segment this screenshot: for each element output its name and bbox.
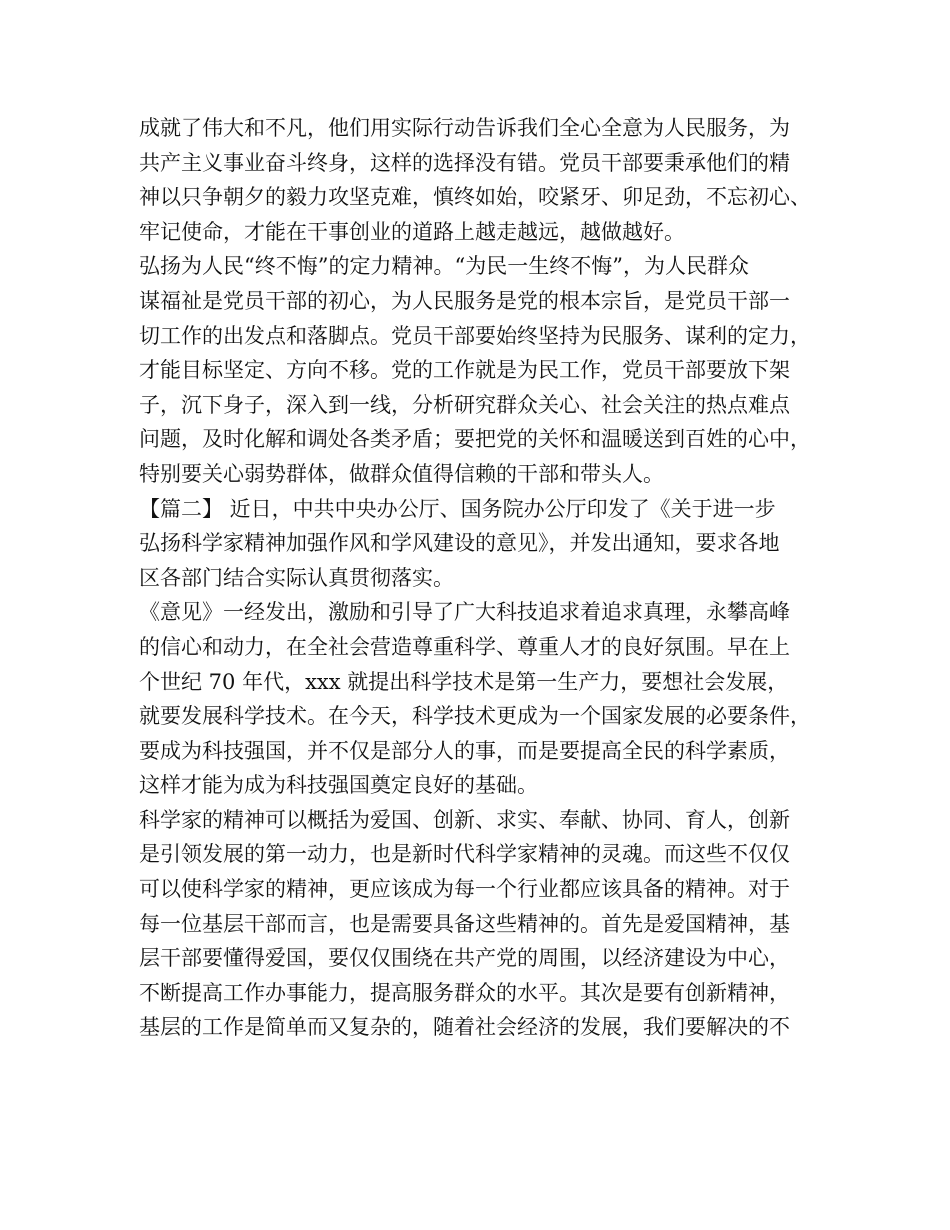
- text-line: 的信心和动力，在全社会营造尊重科学、尊重人才的良好氛围。早在上: [139, 634, 790, 659]
- text-line: 弘扬为人民“终不悔”的定力精神。“为民一生终不悔”，为人民群众: [139, 254, 749, 279]
- text-line: 每一位基层干部而言，也是需要具备这些精神的。首先是爱国精神，基: [139, 911, 790, 936]
- paragraph: [139, 249, 829, 491]
- document-body: [139, 111, 829, 1045]
- text-line: 【篇二】 近日，中共中央办公厅、国务院办公厅印发了《关于进一步: [139, 496, 776, 521]
- text-line: 个世纪 70 年代，xxx 就提出科学技术是第一生产力，要想社会发展，: [139, 669, 789, 694]
- text-line: 就要发展科学技术。在今天，科学技术更成为一个国家发展的必要条件，: [139, 704, 811, 729]
- text-line: 才能目标坚定、方向不移。党的工作就是为民工作，党员干部要放下架: [139, 358, 790, 383]
- text-line: 可以使科学家的精神，更应该成为每一个行业都应该具备的精神。对于: [139, 877, 790, 902]
- paragraph: [139, 595, 829, 803]
- paragraph: [139, 492, 829, 596]
- text-line: 区各部门结合实际认真贯彻落实。: [139, 565, 454, 590]
- text-line: 是引领发展的第一动力，也是新时代科学家精神的灵魂。而这些不仅仅: [139, 842, 790, 867]
- text-line: 不断提高工作办事能力，提高服务群众的水平。其次是要有创新精神，: [139, 980, 790, 1005]
- text-line: 层干部要懂得爱国，要仅仅围绕在共产党的周围，以经济建设为中心，: [139, 946, 790, 971]
- text-line: 成就了伟大和不凡，他们用实际行动告诉我们全心全意为人民服务，为: [139, 116, 790, 140]
- text-line: 科学家的精神可以概括为爱国、创新、求实、奉献、协同、育人，创新: [139, 807, 790, 832]
- text-line: 要成为科技强国，并不仅是部分人的事，而是要提高全民的科学素质，: [139, 738, 790, 763]
- text-line: 这样才能为成为科技强国奠定良好的基础。: [139, 773, 538, 798]
- text-line: 子，沉下身子，深入到一线，分析研究群众关心、社会关注的热点难点: [139, 392, 790, 417]
- paragraph: [139, 803, 829, 1045]
- text-line: 弘扬科学家精神加强作风和学风建设的意见》，并发出通知，要求各地: [139, 531, 780, 556]
- text-line: 《意见》一经发出，激励和引导了广大科技追求着追求真理，永攀高峰: [139, 600, 790, 625]
- text-line: 切工作的出发点和落脚点。党员干部要始终坚持为民服务、谋利的定力，: [139, 323, 811, 348]
- paragraph: [139, 111, 829, 249]
- text-line: 谋福祉是党员干部的初心，为人民服务是党的根本宗旨，是党员干部一: [139, 288, 790, 313]
- text-line: 特别要关心弱势群体，做群众值得信赖的干部和带头人。: [139, 461, 664, 486]
- text-line: 牢记使命，才能在干事创业的道路上越走越远，越做越好。: [139, 219, 685, 244]
- text-line: 共产主义事业奋斗终身，这样的选择没有错。党员干部要秉承他们的精: [139, 150, 790, 175]
- text-line: 基层的工作是简单而又复杂的，随着社会经济的发展，我们要解决的不: [139, 1015, 790, 1040]
- text-line: 神以只争朝夕的毅力攻坚克难，慎终如始，咬紧牙、卯足劲，不忘初心、: [139, 185, 811, 210]
- text-line: 问题，及时化解和调处各类矛盾；要把党的关怀和温暖送到百姓的心中，: [139, 427, 811, 452]
